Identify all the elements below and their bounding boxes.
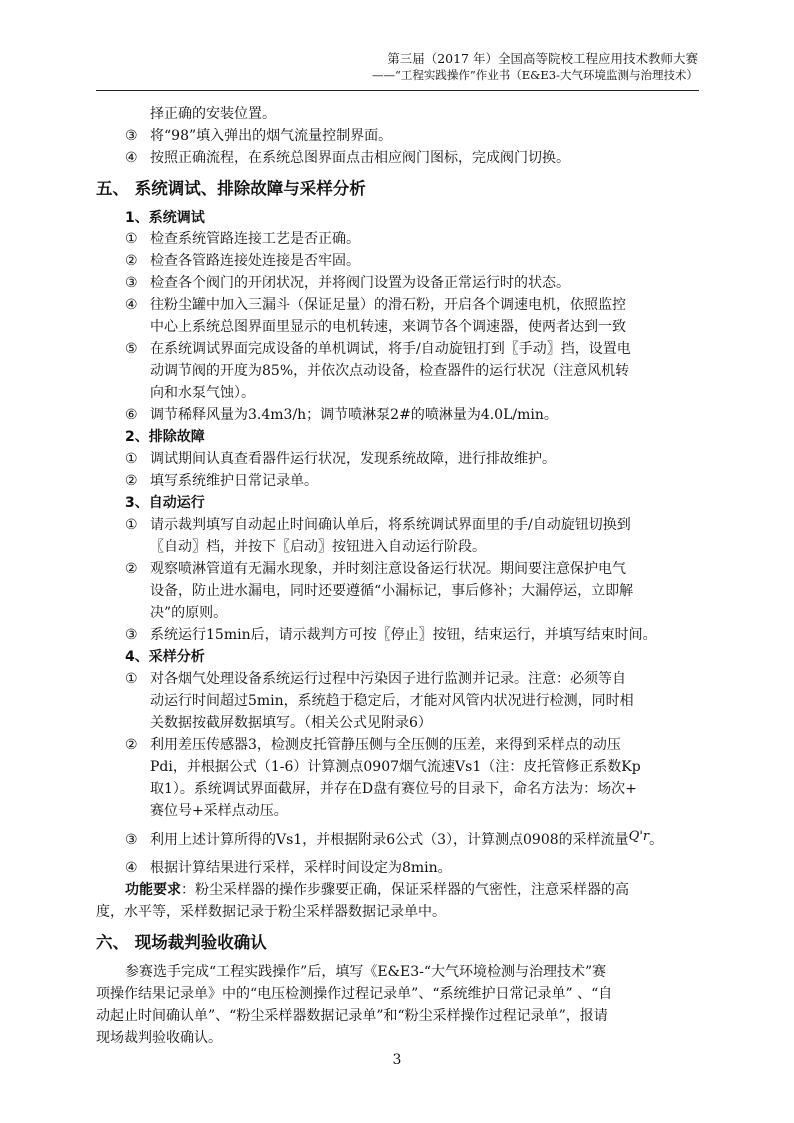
item-number: ② bbox=[125, 561, 138, 577]
text-line: 决”的原则。 bbox=[150, 605, 228, 621]
text-line: 参赛选手完成“工程实践操作”后，填写《E&E3-“大气环境检测与治理技术”赛 bbox=[125, 964, 607, 980]
requirement-label: 功能要求 bbox=[125, 882, 181, 898]
text-line: 根据计算结果进行采样，采样时间设定为8min。 bbox=[150, 860, 452, 876]
item-number: ② bbox=[125, 473, 138, 489]
text-line: 择正确的安装位置。 bbox=[150, 106, 276, 122]
text-line: 度，水平等，采样数据记录于粉尘采样器数据记录单中。 bbox=[96, 904, 446, 920]
text-line: 往粉尘罐中加入三漏斗（保证足量）的滑石粉，开启各个调速电机，依照监控 bbox=[150, 297, 626, 313]
text-line: 取1）。系统调试界面截屏，并存在D盘有赛位号的目录下，命名方法为：场次+ bbox=[150, 781, 637, 797]
text-line: 调节稀释风量为3.4m3/h；调节喷淋泵2#的喷淋量为4.0L/min。 bbox=[150, 407, 558, 423]
item-end: 。 bbox=[649, 832, 664, 848]
item-number: ⑤ bbox=[125, 341, 138, 357]
item-text: 利用上述计算所得的Vs1，并根据附录6公式（3），计算测点0908的采样流量 bbox=[150, 832, 629, 848]
item-number: ⑥ bbox=[125, 407, 138, 423]
text-line: 项操作结果记录单》中的“电压检测操作过程记录单”、“系统维护日常记录单” 、“自 bbox=[96, 986, 613, 1002]
text-line bbox=[150, 830, 663, 851]
section-heading: 六、 现场裁判验收确认 bbox=[96, 933, 267, 952]
text-line: 检查系统管路连接工艺是否正确。 bbox=[150, 231, 360, 247]
text-line: 设备，防止进水漏电，同时还要遵循“小漏标记，事后修补；大漏停运，立即解 bbox=[150, 583, 634, 599]
text-line: 赛位号+采样点动压。 bbox=[150, 803, 288, 819]
subsection-heading: 2、排除故障 bbox=[125, 429, 205, 445]
text-line: 关数据按截屏数据填写。（相关公式见附录6） bbox=[150, 715, 432, 731]
flow-symbol: Q'r bbox=[628, 829, 650, 844]
text-line: 现场裁判验收确认。 bbox=[96, 1030, 222, 1046]
text-line: 向和水泵气蚀）。 bbox=[150, 385, 255, 401]
item-number: ② bbox=[125, 737, 138, 753]
text-line: 填写系统维护日常记录单。 bbox=[150, 473, 318, 489]
item-number: ① bbox=[125, 231, 138, 247]
text-line: 中心上系统总图界面里显示的电机转速，来调节各个调速器，使两者达到一致 bbox=[150, 319, 626, 335]
header-rule bbox=[96, 90, 699, 91]
item-number: ① bbox=[125, 671, 138, 687]
text-line: 在系统调试界面完成设备的单机调试，将手/自动旋钮打到〖手动〗挡，设置电 bbox=[150, 341, 631, 357]
item-number: ④ bbox=[125, 860, 138, 876]
item-number: ③ bbox=[125, 275, 138, 291]
text-line: 检查各管路连接处连接是否牢固。 bbox=[150, 253, 360, 269]
requirement-line bbox=[125, 880, 629, 900]
text-line: 系统运行15min后，请示裁判方可按〖停止〗按钮，结束运行，并填写结束时间。 bbox=[150, 627, 657, 643]
section-heading: 五、 系统调试、排除故障与采样分析 bbox=[96, 179, 366, 198]
text-line: 动起止时间确认单”、“粉尘采样器数据记录单”和“粉尘采样操作过程记录单”，报请 bbox=[96, 1008, 608, 1024]
subsection-heading: 3、自动运行 bbox=[125, 495, 205, 511]
text-line: 对各烟气处理设备系统运行过程中污染因子进行监测并记录。注意：必须等自 bbox=[150, 671, 626, 687]
text-line: 〖自动〗档，并按下〖启动〗按钮进入自动运行阶段。 bbox=[150, 539, 486, 555]
text-line: 将“98”填入弹出的烟气流量控制界面。 bbox=[150, 128, 393, 144]
item-number: ① bbox=[125, 451, 138, 467]
requirement-text: ：粉尘采样器的操作步骤要正确，保证采样器的气密性，注意采样器的高 bbox=[181, 882, 629, 898]
item-number: ② bbox=[125, 253, 138, 269]
header-title: 第三届（2017 年）全国高等院校工程应用技术教师大赛 bbox=[387, 51, 698, 66]
header-subtitle: ——“工程实践操作”作业书（E&E3-大气环境监测与治理技术） bbox=[372, 68, 698, 82]
item-number: ③ bbox=[125, 627, 138, 643]
item-number: ③ bbox=[125, 832, 138, 848]
subsection-heading: 4、采样分析 bbox=[125, 649, 205, 665]
item-number: ④ bbox=[125, 150, 138, 166]
text-line: 调试期间认真查看器件运行状况，发现系统故障，进行排故维护。 bbox=[150, 451, 556, 467]
item-number: ③ bbox=[125, 128, 138, 144]
text-line: 检查各个阀门的开闭状况，并将阀门设置为设备正常运行时的状态。 bbox=[150, 275, 570, 291]
text-line: 利用差压传感器3，检测皮托管静压侧与全压侧的压差，来得到采样点的动压 bbox=[150, 737, 621, 753]
page-number: 3 bbox=[392, 1052, 402, 1068]
text-line: Pdi，并根据公式（1-6）计算测点0907烟气流速Vs1（注：皮托管修正系数Kp bbox=[150, 759, 641, 775]
text-line: 观察喷淋管道有无漏水现象，并时刻注意设备运行状况。期间要注意保护电气 bbox=[150, 561, 626, 577]
text-line: 按照正确流程，在系统总图界面点击相应阀门图标，完成阀门切换。 bbox=[150, 150, 570, 166]
item-number: ④ bbox=[125, 297, 138, 313]
text-line: 请示裁判填写自动起止时间确认单后，将系统调试界面里的手/自动旋钮切换到 bbox=[150, 517, 631, 533]
subsection-heading: 1、系统调试 bbox=[125, 210, 205, 226]
text-line: 动调节阀的开度为85%，并依次点动设备，检查器件的运行状况（注意风机转 bbox=[150, 363, 630, 379]
item-number: ① bbox=[125, 517, 138, 533]
text-line: 动运行时间超过5min，系统趋于稳定后，才能对风管内状况进行检测，同时相 bbox=[150, 693, 634, 709]
